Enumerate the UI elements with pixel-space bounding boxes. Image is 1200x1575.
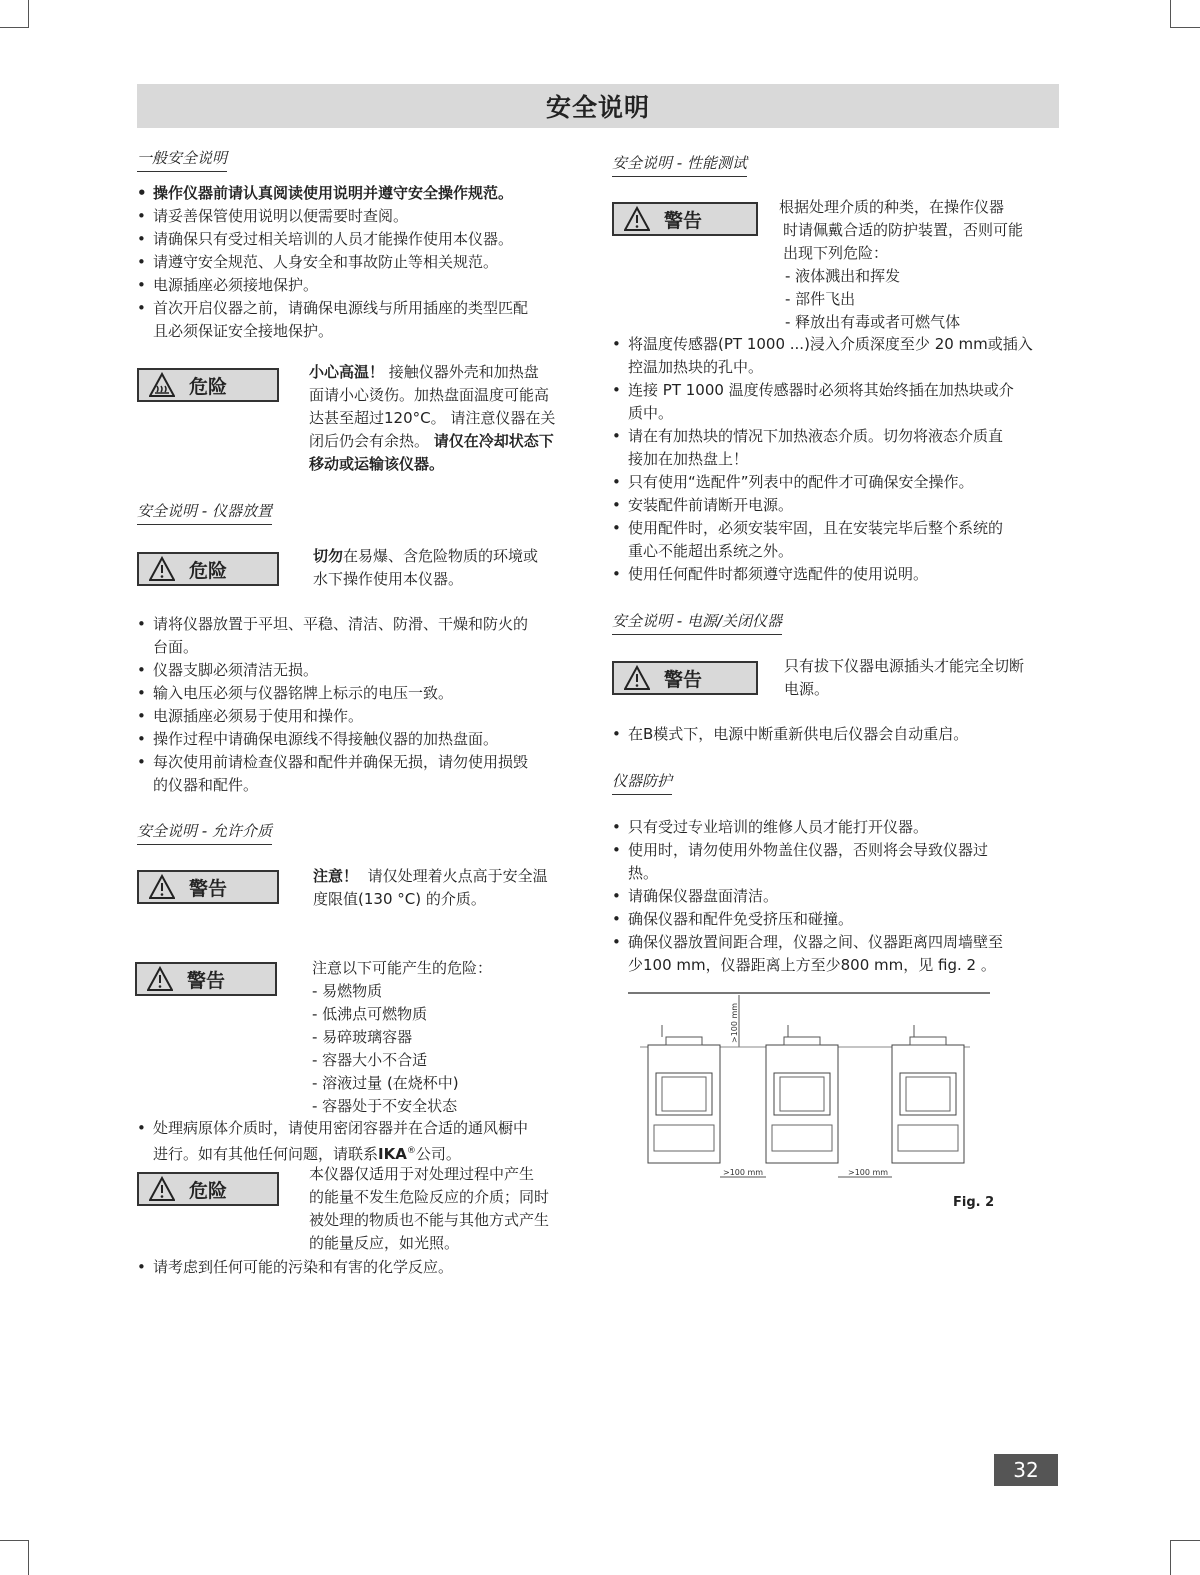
warning-triangle-icon bbox=[149, 874, 175, 900]
protection-section bbox=[612, 770, 1062, 795]
list-item: • 确保仪器和配件免受挤压和碰撞。 bbox=[612, 908, 1072, 931]
crop-mark bbox=[1170, 1540, 1200, 1541]
section-heading: 一般安全说明 bbox=[137, 147, 227, 172]
spacing-diagram bbox=[620, 985, 1000, 1185]
performance-list bbox=[612, 333, 1072, 586]
dim-label-top: >100 mm bbox=[730, 1002, 739, 1043]
energy-line: 的能量反应，如光照。 bbox=[309, 1234, 460, 1252]
energy-warning-text bbox=[309, 1163, 594, 1255]
performance-warning-text bbox=[779, 196, 1069, 334]
warning-label: 警告 bbox=[187, 969, 226, 992]
list-item: • 使用时，请勿使用外物盖住仪器，否则将会导致仪器过 bbox=[612, 839, 1072, 862]
hazard-item: - 容器大小不合适 bbox=[312, 1051, 428, 1069]
list-item: • 仪器支脚必须清洁无损。 bbox=[137, 659, 587, 682]
figure-caption: Fig. 2 bbox=[953, 1195, 995, 1210]
brand-name: IKA bbox=[378, 1145, 407, 1163]
crop-mark bbox=[1170, 1540, 1171, 1575]
power-warning-text bbox=[784, 655, 1064, 701]
hot-bold: 请仅在冷却状态下 bbox=[433, 432, 554, 450]
device-3 bbox=[892, 1025, 964, 1163]
list-item: • 请确保仪器盘面清洁。 bbox=[612, 885, 1072, 908]
hazard-item: - 溶液过量 (在烧杯中) bbox=[312, 1074, 459, 1092]
danger-box bbox=[137, 1172, 279, 1206]
hazard-title: 注意以下可能产生的危险： bbox=[312, 959, 493, 977]
pathogen-note bbox=[137, 1117, 587, 1166]
warning-triangle-icon bbox=[624, 206, 650, 232]
placement-warning-text bbox=[313, 545, 593, 591]
crop-mark bbox=[1170, 0, 1171, 28]
media-warning-text bbox=[313, 865, 593, 911]
dim-label-left: >100 mm bbox=[723, 1168, 764, 1177]
list-item-cont: 台面。 bbox=[153, 638, 199, 656]
perf-line: 出现下列危险： bbox=[783, 244, 889, 262]
media-bold: 注意！ bbox=[313, 867, 359, 885]
power-line: 电源。 bbox=[784, 680, 830, 698]
list-item: • 连接 PT 1000 温度传感器时必须将其始终插在加热块或介 bbox=[612, 379, 1072, 402]
list-item: • 安装配件前请断开电源。 bbox=[612, 494, 1072, 517]
list-item: • 使用任何配件时都须遵守选配件的使用说明。 bbox=[612, 563, 1072, 586]
list-item: • 输入电压必须与仪器铭牌上标示的电压一致。 bbox=[137, 682, 587, 705]
general-section bbox=[137, 147, 587, 343]
warning-triangle-icon bbox=[149, 1176, 175, 1202]
power-section bbox=[612, 610, 1062, 635]
page-title: 安全说明 bbox=[545, 93, 650, 122]
hot-surface-text bbox=[309, 361, 589, 476]
perf-hazard: - 液体溅出和挥发 bbox=[785, 267, 901, 285]
energy-line: 被处理的物质也不能与其他方式产生 bbox=[309, 1211, 550, 1229]
crop-mark bbox=[28, 0, 29, 28]
section-heading: 安全说明 - 仪器放置 bbox=[137, 500, 272, 525]
list-item: • 将温度传感器(PT 1000 ...)浸入介质深度至少 20 mm或插入 bbox=[612, 333, 1072, 356]
hazard-item: - 容器处于不安全状态 bbox=[312, 1097, 458, 1115]
danger-label: 危险 bbox=[189, 375, 228, 398]
hazard-item: - 易燃物质 bbox=[312, 982, 383, 1000]
list-item: • 只有受过专业培训的维修人员才能打开仪器。 bbox=[612, 816, 1072, 839]
section-heading: 仪器防护 bbox=[612, 770, 672, 795]
contact-text: 公司。 bbox=[415, 1145, 461, 1163]
list-item: • 首次开启仪器之前，请确保电源线与所用插座的类型匹配 bbox=[137, 297, 587, 320]
crop-mark bbox=[1170, 27, 1200, 28]
hot-line: 闭后仍会有余热。 bbox=[309, 432, 430, 450]
list-item: • 请妥善保管使用说明以便需要时查阅。 bbox=[137, 205, 587, 228]
media-section bbox=[137, 820, 587, 845]
perf-hazard: - 释放出有毒或者可燃气体 bbox=[785, 313, 961, 331]
hot-bold: 移动或运输该仪器。 bbox=[309, 455, 445, 473]
list-item-cont: 重心不能超出系统之外。 bbox=[628, 542, 794, 560]
media-line: 请仅处理着火点高于安全温 bbox=[367, 867, 548, 885]
page-title-bar bbox=[137, 84, 1059, 128]
list-item: • 只有使用“选配件”列表中的配件才可确保安全操作。 bbox=[612, 471, 1072, 494]
list-item: • 请在有加热块的情况下加热液态介质。切勿将液态介质直 bbox=[612, 425, 1072, 448]
performance-section bbox=[612, 152, 1062, 177]
danger-box bbox=[137, 552, 279, 586]
power-list bbox=[612, 723, 1072, 746]
section-heading: 安全说明 - 性能测试 bbox=[612, 152, 747, 177]
list-item: • 电源插座必须接地保护。 bbox=[137, 274, 587, 297]
hot-bold: 小心高温！ bbox=[309, 363, 385, 381]
list-item: • 操作仪器前请认真阅读使用说明并遵守安全操作规范。 bbox=[137, 182, 587, 205]
placement-line: 水下操作使用本仪器。 bbox=[313, 570, 464, 588]
danger-label: 危险 bbox=[189, 1179, 228, 1202]
device-1 bbox=[648, 1025, 720, 1163]
hazard-list bbox=[312, 957, 592, 1118]
placement-bold: 切勿 bbox=[313, 547, 344, 565]
power-line: 只有拔下仪器电源插头才能完全切断 bbox=[784, 657, 1025, 675]
page-number: 32 bbox=[994, 1454, 1058, 1486]
list-item-cont: 接加在加热盘上！ bbox=[628, 450, 749, 468]
hazard-item: - 低沸点可燃物质 bbox=[312, 1005, 428, 1023]
warning-label: 警告 bbox=[664, 668, 703, 691]
hazard-item: - 易碎玻璃容器 bbox=[312, 1028, 413, 1046]
list-item: • 确保仪器放置间距合理，仪器之间、仪器距离四周墙壁至 bbox=[612, 931, 1072, 954]
warning-triangle-icon bbox=[147, 966, 173, 992]
warning-label: 警告 bbox=[664, 209, 703, 232]
device-2 bbox=[766, 1025, 838, 1163]
danger-label: 危险 bbox=[189, 559, 228, 582]
contact-text: 进行。如有其他任何问题，请联系 bbox=[153, 1145, 379, 1163]
danger-box bbox=[137, 368, 279, 402]
section-heading: 安全说明 - 电源/关闭仪器 bbox=[612, 610, 782, 635]
warning-box bbox=[612, 202, 758, 236]
list-item: • 处理病原体介质时，请使用密闭容器并在合适的通风橱中 bbox=[137, 1117, 587, 1140]
placement-line: 在易爆、含危险物质的环境或 bbox=[343, 547, 539, 565]
warning-triangle-icon bbox=[149, 556, 175, 582]
warning-triangle-icon bbox=[624, 665, 650, 691]
list-item: • 电源插座必须易于使用和操作。 bbox=[137, 705, 587, 728]
list-item-cont: 少100 mm，仪器距离上方至少800 mm，见 fig. 2 。 bbox=[628, 956, 996, 974]
crop-mark bbox=[0, 27, 28, 28]
energy-line: 的能量不发生危险反应的介质；同时 bbox=[309, 1188, 550, 1206]
list-item-cont: 质中。 bbox=[628, 404, 674, 422]
placement-section bbox=[137, 500, 587, 525]
crop-mark bbox=[28, 1540, 29, 1575]
list-item-cont: 且必须保证安全接地保护。 bbox=[153, 322, 334, 340]
crop-mark bbox=[0, 1540, 28, 1541]
contamination-note bbox=[137, 1256, 587, 1279]
list-item: • 操作过程中请确保电源线不得接触仪器的加热盘面。 bbox=[137, 728, 587, 751]
warning-box bbox=[612, 661, 758, 695]
hot-line: 面请小心烫伤。加热盘面温度可能高 bbox=[309, 386, 550, 404]
list-item-cont: 的仪器和配件。 bbox=[153, 776, 259, 794]
perf-line: 根据处理介质的种类，在操作仪器 bbox=[779, 198, 1005, 216]
hot-surface-warning-icon bbox=[149, 372, 175, 398]
warning-box bbox=[135, 962, 277, 996]
list-item: • 每次使用前请检查仪器和配件并确保无损，请勿使用损毁 bbox=[137, 751, 587, 774]
list-item: • 请将仪器放置于平坦、平稳、清洁、防滑、干燥和防火的 bbox=[137, 613, 587, 636]
registered-mark: ® bbox=[406, 1146, 416, 1156]
protection-list bbox=[612, 816, 1072, 977]
section-heading: 安全说明 - 允许介质 bbox=[137, 820, 272, 845]
perf-hazard: - 部件飞出 bbox=[785, 290, 856, 308]
perf-line: 时请佩戴合适的防护装置，否则可能 bbox=[783, 221, 1024, 239]
hot-line: 达甚至超过120°C。 请注意仪器在关 bbox=[309, 409, 556, 427]
warning-label: 警告 bbox=[189, 877, 228, 900]
dim-label-right: >100 mm bbox=[848, 1168, 889, 1177]
warning-box bbox=[137, 870, 279, 904]
energy-line: 本仪器仅适用于对处理过程中产生 bbox=[309, 1165, 535, 1183]
list-item: • 在B模式下，电源中断重新供电后仪器会自动重启。 bbox=[612, 723, 1072, 746]
list-item: • 请考虑到任何可能的污染和有害的化学反应。 bbox=[137, 1256, 587, 1279]
hot-line: 接触仪器外壳和加热盘 bbox=[388, 363, 539, 381]
list-item-cont: 控温加热块的孔中。 bbox=[628, 358, 764, 376]
list-item: • 请遵守安全规范、人身安全和事故防止等相关规范。 bbox=[137, 251, 587, 274]
list-item-cont: 热。 bbox=[628, 864, 659, 882]
placement-list bbox=[137, 613, 587, 797]
media-line: 度限值(130 °C) 的介质。 bbox=[313, 890, 486, 908]
list-item: • 使用配件时，必须安装牢固，且在安装完毕后整个系统的 bbox=[612, 517, 1072, 540]
list-item: • 请确保只有受过相关培训的人员才能操作使用本仪器。 bbox=[137, 228, 587, 251]
